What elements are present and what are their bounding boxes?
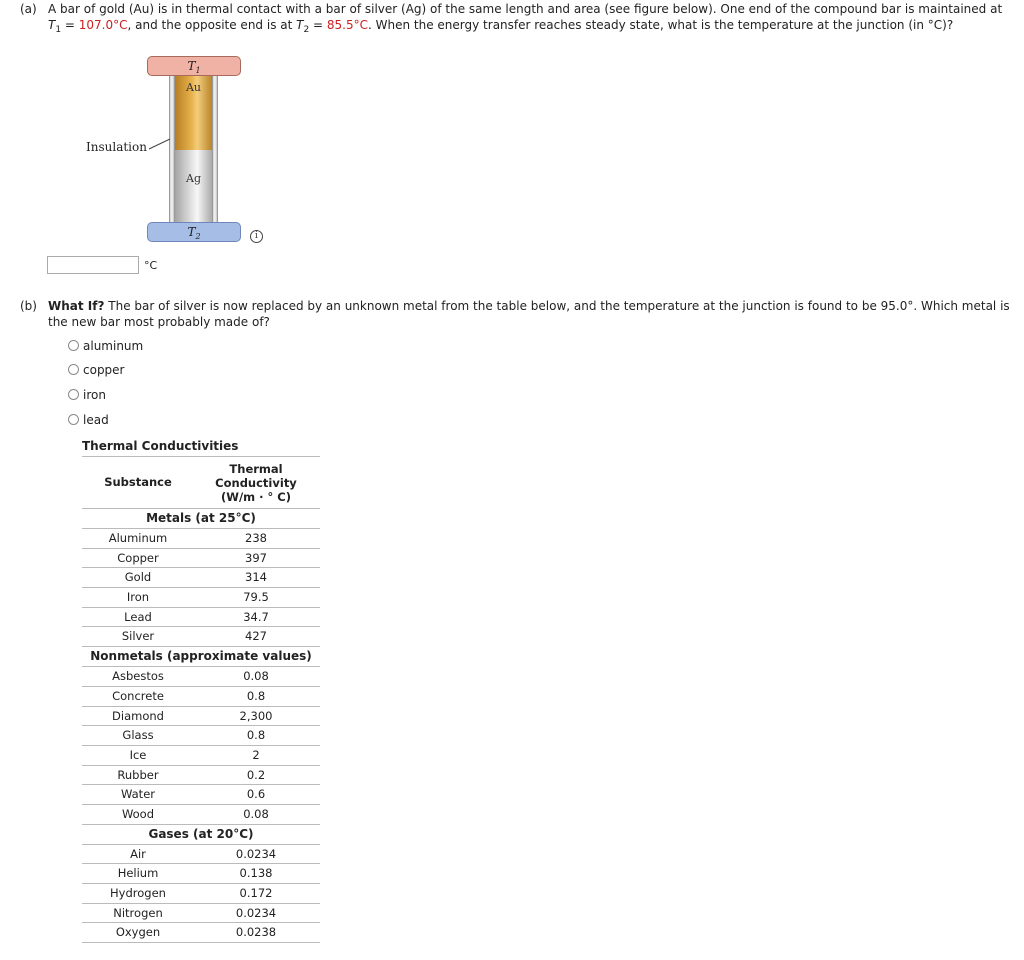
part-a-text: [48, 1, 1020, 33]
table-row: [82, 568, 320, 588]
gold-bar-label: Au: [185, 81, 202, 94]
info-icon[interactable]: i: [250, 230, 263, 243]
substance-cell: Aluminum: [108, 531, 168, 545]
conductivity-cell: 238: [245, 531, 267, 545]
conductivity-cell: 79.5: [243, 590, 269, 605]
radio-copper[interactable]: [68, 364, 79, 375]
table-row: [82, 588, 320, 608]
t2-subscript: 2: [303, 25, 310, 35]
table-title: Thermal Conductivities: [82, 439, 239, 453]
silver-bar-label: Ag: [186, 172, 201, 185]
substance-cell: Concrete: [112, 688, 164, 703]
what-if-lead: What If?: [48, 299, 105, 313]
option-aluminum[interactable]: [68, 338, 143, 354]
substance-cell: Silver: [121, 629, 155, 644]
section-metals: Metals (at 25°C): [82, 509, 320, 529]
conductivity-cell: 427: [245, 629, 267, 644]
part-a-mid: , and the opposite end is at: [127, 18, 297, 32]
t2-figure-subscript: 2: [195, 232, 201, 241]
table-row: [82, 549, 320, 569]
t2-value: 85.5°C: [326, 18, 369, 32]
substance-cell: Copper: [117, 550, 159, 565]
part-a-label: (a): [20, 2, 37, 16]
section-gases: Gases (at 20°C): [82, 825, 320, 845]
radio-lead[interactable]: [68, 414, 79, 425]
junction-temperature-input[interactable]: [47, 256, 139, 274]
conductivity-cell: 2: [252, 747, 260, 762]
radio-iron[interactable]: [68, 389, 79, 400]
part-b-body: The bar of silver is now replaced by an unknown metal from the table below, and the temperature at the junction is found to be 95.0°. Which metal is the new bar most probably made of?: [48, 299, 1010, 329]
table-row: [82, 726, 320, 746]
substance-cell: Wood: [121, 806, 155, 821]
gold-bar: [175, 76, 212, 150]
insulation-label: Insulation: [86, 140, 147, 154]
hot-reservoir-t1: [147, 56, 241, 76]
table-row: [82, 845, 320, 865]
part-b-text: [48, 298, 1020, 330]
t2-figure-label: T: [187, 225, 196, 239]
substance-cell: Glass: [122, 728, 154, 743]
silver-bar: [175, 150, 212, 222]
substance-cell: Air: [130, 846, 146, 861]
table-row: [82, 766, 320, 786]
t2-equals: =: [309, 18, 327, 32]
insulation-wall-right: [212, 76, 218, 222]
conductivity-cell: 0.8: [246, 688, 266, 703]
conductivity-cell: 0.0234: [235, 846, 277, 861]
substance-cell: Lead: [124, 609, 152, 624]
compound-bar-figure: [80, 52, 280, 252]
table-row: [82, 529, 320, 549]
header-conductivity-line2: Conductivity: [215, 476, 297, 490]
option-copper[interactable]: [68, 362, 125, 378]
substance-cell: Nitrogen: [113, 905, 163, 920]
table-row: [82, 746, 320, 766]
conductivity-cell: 0.08: [243, 669, 269, 684]
answer-unit: °C: [144, 259, 158, 272]
insulation-pointer-line: [148, 138, 172, 150]
header-substance: Substance: [104, 475, 172, 489]
part-b-label: (b): [20, 299, 37, 313]
substance-cell: Ice: [129, 747, 147, 762]
conductivity-cell: 0.2: [246, 767, 266, 782]
part-b-question: [20, 298, 1020, 330]
conductivity-cell: 0.08: [243, 806, 269, 821]
conductivity-cell: 0.8: [246, 728, 266, 743]
conductivity-cell: 0.0238: [235, 925, 277, 940]
cold-reservoir-t2: [147, 222, 241, 242]
option-label: lead: [83, 413, 109, 427]
header-conductivity-line1: Thermal: [229, 462, 283, 476]
table-row: [82, 627, 320, 647]
t1-subscript: 1: [55, 25, 62, 35]
table-row: [82, 923, 320, 943]
conductivity-cell: 0.138: [239, 866, 273, 881]
thermal-conductivity-table: [82, 456, 320, 943]
table-row: [82, 707, 320, 727]
substance-cell: Hydrogen: [110, 886, 166, 900]
option-label: copper: [83, 363, 125, 377]
substance-cell: Gold: [124, 570, 152, 585]
substance-cell: Water: [121, 787, 155, 802]
table-row: [82, 608, 320, 628]
table-row: [82, 687, 320, 707]
substance-cell: Helium: [117, 866, 159, 881]
table-header: [82, 456, 320, 509]
t1-value: 107.0°C: [78, 18, 128, 32]
metals-rows: [82, 529, 320, 647]
table-row: [82, 785, 320, 805]
nonmetals-rows: [82, 667, 320, 825]
header-conductivity: [200, 462, 312, 504]
conductivity-cell: 0.172: [239, 886, 273, 900]
t1-symbol: T: [48, 18, 56, 32]
radio-aluminum[interactable]: [68, 340, 79, 351]
part-a-question: [20, 1, 1020, 33]
substance-cell: Oxygen: [115, 925, 161, 940]
option-label: aluminum: [83, 339, 144, 353]
substance-cell: Iron: [126, 590, 150, 605]
conductivity-cell: 34.7: [243, 609, 269, 624]
t2-symbol: T: [296, 18, 304, 32]
substance-cell: Asbestos: [112, 669, 164, 684]
table-row: [82, 667, 320, 687]
part-a-line2-end: . When the energy transfer reaches steady state, what is the temperature at the junction (in °C)?: [368, 18, 954, 32]
option-label: iron: [83, 388, 106, 402]
conductivity-cell: 314: [245, 570, 267, 585]
conductivity-cell: 0.6: [246, 787, 266, 802]
table-row: [82, 884, 320, 904]
table-row: [82, 864, 320, 884]
part-a-line1: A bar of gold (Au) is in thermal contact with a bar of silver (Ag) of the same length and area (see figure below). One end of the compound bar is maintained at: [48, 2, 1003, 16]
conductivity-cell: 2,300: [239, 708, 273, 723]
gases-rows: [82, 845, 320, 943]
section-nonmetals: Nonmetals (approximate values): [82, 647, 320, 667]
table-row: [82, 805, 320, 825]
option-iron[interactable]: [68, 387, 106, 403]
substance-cell: Rubber: [117, 767, 159, 782]
t1-figure-subscript: 1: [195, 66, 201, 75]
t1-figure-label: T: [187, 59, 196, 73]
table-row: [82, 904, 320, 924]
header-conductivity-line3: (W/m · ° C): [221, 490, 291, 504]
t1-equals: =: [61, 18, 79, 32]
conductivity-cell: 0.0234: [235, 905, 277, 920]
substance-cell: Diamond: [112, 708, 164, 723]
option-lead[interactable]: [68, 412, 109, 428]
conductivity-cell: 397: [245, 550, 267, 565]
